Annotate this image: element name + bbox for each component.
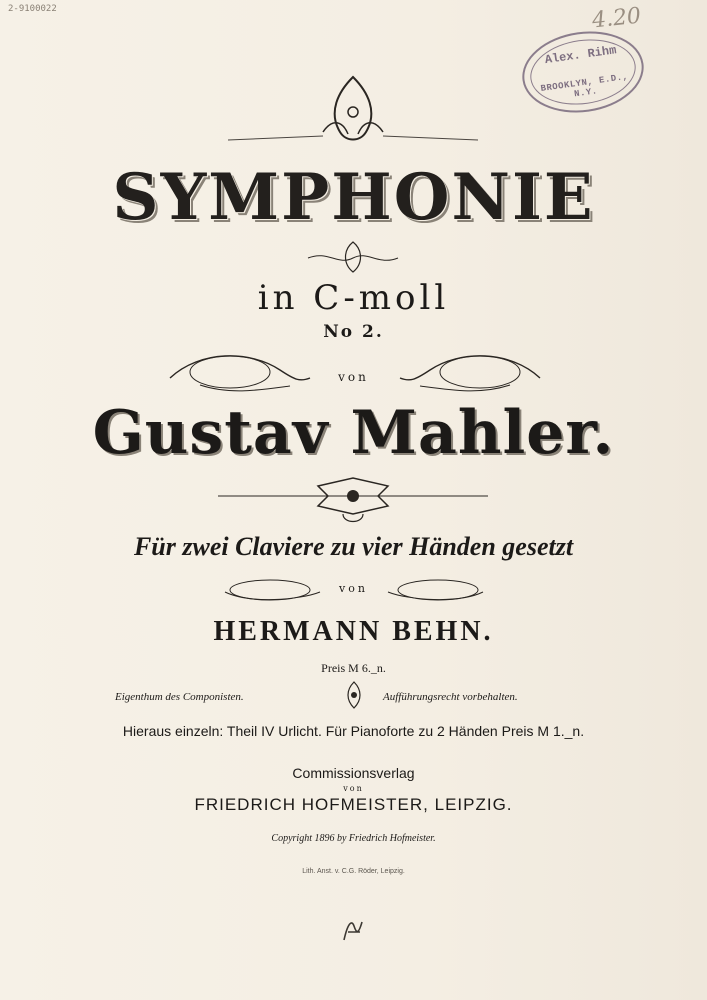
small-ornament-icon <box>340 680 368 716</box>
von-label-3: von <box>343 784 364 793</box>
owner-stamp <box>517 24 649 120</box>
copyright-line: Copyright 1896 by Friedrich Hofmeister. <box>271 833 436 844</box>
commission-label: Commissionsverlag <box>292 765 415 781</box>
handwritten-price: 4.20 <box>590 3 643 34</box>
rights-note: Aufführungsrecht vorbehalten. <box>383 691 518 703</box>
work-number: No 2. <box>323 322 384 342</box>
property-note: Eigenthum des Componisten. <box>115 691 244 703</box>
von-label-2: von <box>339 582 368 595</box>
stamp-name: Alex. Rihm <box>543 43 618 68</box>
arrangement-line: Für zwei Claviere zu vier Händen gesetzt <box>133 532 574 561</box>
stamp-address: BROOKLYN, E.D., N.Y. <box>540 71 630 100</box>
monogram-icon <box>338 916 368 946</box>
mid-ornament-icon <box>218 476 488 526</box>
composer-name: Gustav Mahler. <box>92 398 615 468</box>
price-line: Preis M 6._n. <box>321 661 386 675</box>
von-label-1: von <box>338 370 369 384</box>
title-flourish-icon <box>298 240 408 274</box>
excerpt-note: Hieraus einzeln: Theil IV Urlicht. Für Pianoforte zu 2 Händen Preis M 1._n. <box>122 723 585 739</box>
arranger-name: HERMANN BEHN. <box>213 616 494 647</box>
subtitle: in C-moll <box>257 278 450 318</box>
work-title: SYMPHONIE <box>112 160 595 235</box>
engraver-line: Lith. Anst. v. C.G. Röder, Leipzig. <box>302 868 405 875</box>
margin-note: 2-9100022 <box>8 4 57 14</box>
top-ornament-icon <box>228 72 478 152</box>
publisher-name: FRIEDRICH HOFMEISTER, LEIPZIG. <box>194 795 513 814</box>
